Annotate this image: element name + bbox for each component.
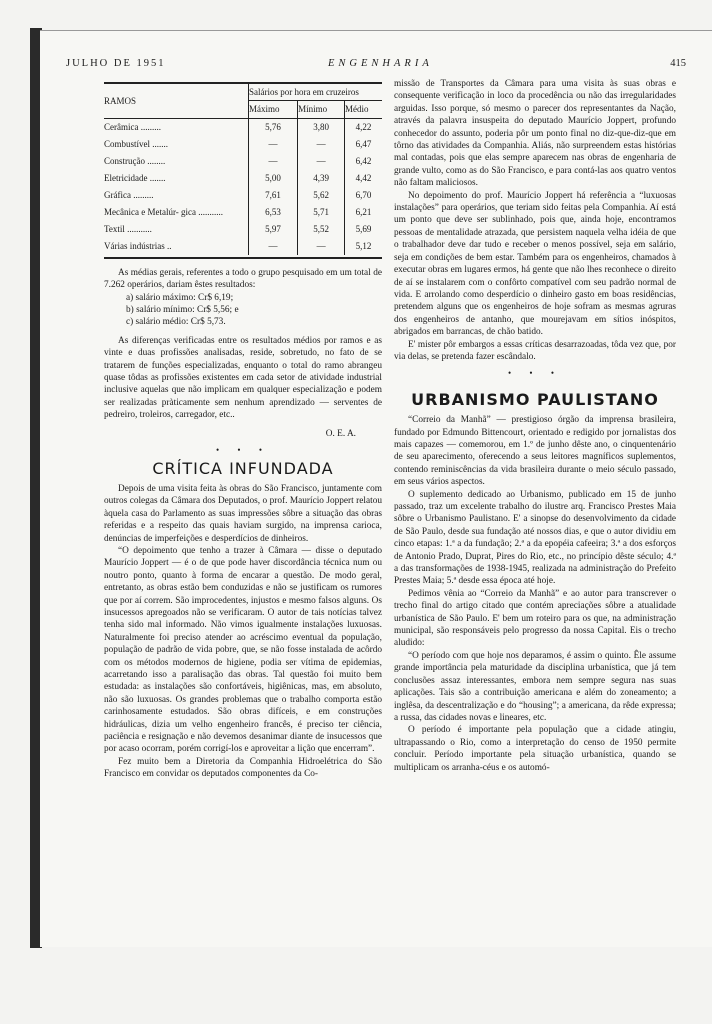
paragraph: No depoimento do prof. Maurício Joppert há referência a “luxuosas instalações” para operários, que teriam sido feitas pela Companhia. Aí está um ponto que deve ser sublinhado, pois que, ainda hoje, encontramos pessoas de mentalidade atrazada, que persistem naquela velha idéia de que o trabalhador deve dar tudo e receber o menos possível, seja em salário, seja em condições de bem estar. Também para os engenheiros, chamados à executar obras em lugares ermos, há gente que não lhes reconhece o direito de aí se instalarem com o confôrto compatível com seu padrão normal de vida. E arrolando como desperdício o dinheiro gasto em boas residências, pretendem alguns que os engenheiros de hoje sofram as mesmas agruras dos engenheiros de antanho, que mourejavam em sítios inóspitos, abrigados em barrancas, de chão batido. xyxy=(394,190,676,338)
table-cell: 6,47 xyxy=(355,139,372,150)
table-cell: 6,21 xyxy=(355,207,372,218)
row-label: Construção ........ xyxy=(104,153,248,170)
paragraph: E' mister pôr embargos a essas críticas desarrazoadas, tôda vez que, por via delas, se pretenda fazer escândalo. xyxy=(394,339,676,362)
table-row xyxy=(104,204,382,221)
list-item: a) salário máximo: Cr$ 6,19; xyxy=(126,292,234,303)
left-column xyxy=(104,82,382,781)
separator: • • • xyxy=(216,445,270,456)
table-cell: 3,80 xyxy=(298,118,345,136)
table-cell: 6,70 xyxy=(355,190,372,201)
row-label: Textil ........... xyxy=(104,221,248,238)
table-cell: 5,76 xyxy=(248,118,297,136)
table-cell: 5,52 xyxy=(298,221,345,238)
paragraph: “O depoimento que tenho a trazer à Câmara — disse o deputado Maurício Joppert — é o de que pode haver discordância técnica num ou noutro ponto, quanto à forma de encarar a questão. De modo geral, entretanto, as obras estão bem conduzidas e não se justificam os rumores que por aí correm. São improcedentes, injustos e mesmo falsos alguns. Os insucessos apregoados não se verificaram. O autor de tais notícias talvez tenha sido mal informado. Não vimos igualmente instalações luxuosas. Naturalmente foi preciso atender ao acréscimo eventual da população, população de padrão de vida pobre, que, se não fosse instalada de acôrdo com os métodos modernos de higiene, podia ser vítima de epidemias, acarretando isso a paralisação das obras. Tal questão foi muito bem estudada: as instalações são confortáveis, higiênicas, mas, em absoluto, não são luxuosas. Os grandes problemas que o trabalho comporta estão carinhosamente estudados. São obras difíceis, e em construções hidráulicas, dizia um velho engenheiro francês, é preciso ter ciência, paciência e resignação e não devemos desanimar diante de insucessos que por acaso ocorram, porém corrigí-los e aproveitar a lição que encerram”. xyxy=(104,545,382,755)
row-label: Eletricidade ....... xyxy=(104,170,248,187)
paragraph: O período é importante pela população que a cidade atingiu, ultrapassando o Rio, como a interpretação do censo de 1950 permite concluir. Período importante pela situação urbanística, quando se multiplicam os arranha-céus e os automó- xyxy=(394,725,676,773)
table-rule xyxy=(104,257,382,259)
col-ramos: RAMOS xyxy=(104,83,248,118)
row-label: Várias indústrias .. xyxy=(104,238,248,255)
paragraph: Pedimos vênia ao “Correio da Manhã” e ao autor para transcrever o trecho final do artigo citado que contém apreciações sôbre a atualidade urbanística de São Paulo. E' bem um roteiro para os que, na administração municipal, são responsáveis pelo progresso da nossa Capital. Eis o trecho aludido: xyxy=(394,588,676,649)
header-journal: ENGENHARIA xyxy=(328,58,433,69)
wage-table xyxy=(104,82,382,255)
paragraph: “Correio da Manhã” — prestigioso órgão da imprensa brasileira, fundado por Edmundo Bittencourt, orientado e redigido por jornalistas dos mais capazes — comemorou, em 1.º de junho dêste ano, o cinquentenário de seu aparecimento, oferecendo a seus leitores magníficos suplementos, contendo reminiscências da vida brasileira durante o meio século passado, em seus vários aspectos. xyxy=(394,415,676,488)
section-title: CRÍTICA INFUNDADA xyxy=(152,458,334,478)
table-cell: 4,39 xyxy=(298,170,345,187)
table-cell: 6,53 xyxy=(248,204,297,221)
list-item: c) salário médio: Cr$ 5,73. xyxy=(126,317,226,328)
table-cell: 7,61 xyxy=(248,187,297,204)
table-cell: 5,97 xyxy=(248,221,297,238)
table-row xyxy=(104,136,382,153)
paragraph: O suplemento dedicado ao Urbanismo, publicado em 15 de junho passado, traz um excelente trabalho do ilustre arq. Francisco Prestes Maia sôbre o Urbanismo Paulistano. E' a sinopse do desenvolvimento da cidade de São Paulo, desde sua fundação até nossos dias, e que o autor dividiu em cinco etapas: 1.ª a da fundação; 2.ª a da epopéia cafeeira; 3.ª a dos esforços de Antonio Prado, Duprat, Pires do Rio, etc., no princípio dêste século; 4.ª a das transformações de 1938-1945, realizada na administração do Prefeito Prestes Maia; 5.ª desde essa época até hoje. xyxy=(394,489,676,587)
list-item: b) salário mínimo: Cr$ 5,56; e xyxy=(126,305,239,316)
running-header xyxy=(66,58,686,72)
table-cell: 5,00 xyxy=(248,170,297,187)
paragraph: Fez muito bem a Diretoria da Companhia Hidroelétrica do São Francisco em convidar os deputados componentes da Co- xyxy=(104,756,382,780)
table-row xyxy=(104,187,382,204)
table-cell: — xyxy=(248,238,297,255)
right-column xyxy=(394,78,676,774)
paragraph: As médias gerais, referentes a todo o grupo pesquisado em um total de 7.262 operários, dariam êstes resultados: xyxy=(104,267,382,291)
table-cell: — xyxy=(298,238,345,255)
paragraph: Depois de uma visita feita às obras do São Francisco, juntamente com outros colegas da Câmara dos Deputados, o prof. Maurício Joppert relatou àquela casa do Parlamento as suas impressões sôbre a situação das obras referidas e a respeito das quais haviam surgido, na imprensa carioca, denúncias de imperfeições e desperdícios de dinheiros. xyxy=(104,483,382,544)
result-list xyxy=(104,292,382,329)
table-cell: 5,69 xyxy=(355,224,372,235)
table-cell: 5,62 xyxy=(298,187,345,204)
table-cell: — xyxy=(248,153,297,170)
table-cell: 4,22 xyxy=(355,122,372,133)
paragraph: “O período com que hoje nos deparamos, é assim o quinto. Êle assume grande importância pela maturidade da disciplina urbanística, que já tem conclusões assaz interessantes, embora nem sempre segura nas suas aplicações. Tais são a contribuição americana e além do zoneamento; a inglêsa, da descentralização e do “housing”; a americana, da rêde expressa; a russa, das cidades novas e lineares, etc. xyxy=(394,650,676,723)
separator: • • • xyxy=(508,368,562,379)
page-number: 415 xyxy=(670,58,686,69)
table-row xyxy=(104,153,382,170)
col-min: Mínimo xyxy=(298,101,345,118)
paragraph: As diferenças verificadas entre os resultados médios por ramos e as vinte e duas profissões analisadas, reside, sobretudo, no fato de se tratarem de funções especializadas, enquanto o total do ramo abrangeu quase tôdas as profissões existentes em cada setor de atividade industrial inclusive aquelas que não implicam em qualquer especialização e podem ser realizadas pràticamente sem nenhum aprendizado — serventes de pedreiro, troleiros, carregador, etc.. xyxy=(104,335,382,421)
col-med: Médio xyxy=(344,101,382,118)
table-cell: 5,71 xyxy=(298,204,345,221)
col-max: Máximo xyxy=(248,101,297,118)
table-cell: — xyxy=(298,136,345,153)
table-row xyxy=(104,118,382,136)
table-cell: 5,12 xyxy=(355,241,372,252)
table-cell: 4,42 xyxy=(355,173,372,184)
table-row xyxy=(104,170,382,187)
table-row xyxy=(104,221,382,238)
table-cell: 6,42 xyxy=(355,156,372,167)
signature: O. E. A. xyxy=(325,428,356,439)
row-label: Mecânica e Metalúr- gica ........... xyxy=(104,204,248,221)
table-cell: — xyxy=(298,153,345,170)
row-label: Combustível ....... xyxy=(104,136,248,153)
table-body xyxy=(104,118,382,255)
paragraph: missão de Transportes da Câmara para uma visita às suas obras e consequente verificação in loco da procedência ou não das irregularidades arguidas. Isso porque, só mesmo o parecer dos representantes da Nação, através da palavra insuspeita do deputado Maurício Joppert, profundo conhecedor do assunto, poderia pôr um ponto final no diz-que-diz-que em tôrno das atividades da Companhia. Aliás, não surpreendem estas histórias mal contadas, pois que elas sempre aparecem nas obras de engenharia de grande vulto, como as do São Francisco, e para contá-las aos quatro ventos não faltam maliciosos. xyxy=(394,79,676,189)
row-label: Cerâmica ......... xyxy=(104,118,248,136)
table-row xyxy=(104,238,382,255)
row-label: Gráfica ......... xyxy=(104,187,248,204)
section-title: URBANISMO PAULISTANO xyxy=(411,389,659,409)
col-group: Salários por hora em cruzeiros xyxy=(248,83,382,101)
header-date: JULHO DE 1951 xyxy=(66,58,166,69)
table-cell: — xyxy=(248,136,297,153)
